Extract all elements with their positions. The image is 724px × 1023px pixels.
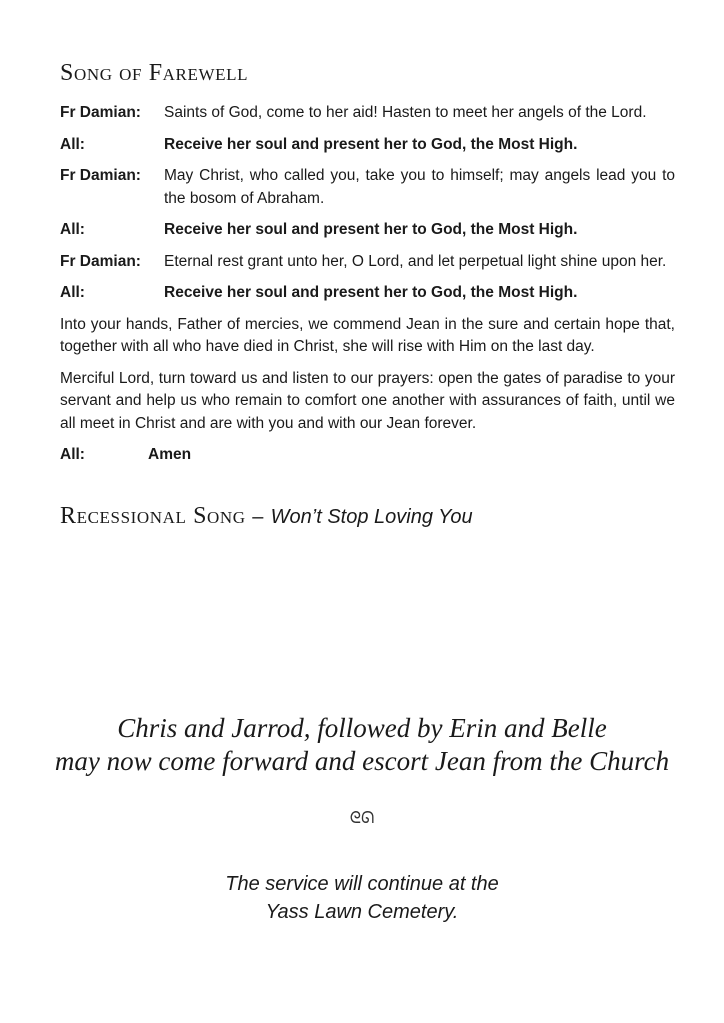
response-text: Receive her soul and present her to God, the Most High.: [164, 221, 578, 238]
ornament-divider-icon: ᘓᘏ: [349, 808, 375, 827]
escort-line-2: may now come forward and escort Jean from the Church: [54, 746, 670, 776]
amen-text: Amen: [148, 446, 192, 463]
closing-line-2: Yass Lawn Cemetery.: [265, 901, 459, 923]
speaker-label: Fr Damian:: [60, 167, 141, 184]
title-dash: –: [252, 505, 265, 528]
escort-instruction: [0, 712, 724, 778]
dialogue-row: [60, 282, 675, 305]
prayer-paragraph: Merciful Lord, turn toward us and listen to our prayers: open the gates of paradise to your servant and help us who remain to comfort one another with assurances of faith, until we all meet in Christ and are with you and with our Jean forever.: [60, 369, 675, 432]
speaker-label: All:: [60, 284, 85, 301]
speaker-label: All:: [60, 446, 85, 463]
dialogue-row: [60, 102, 675, 125]
dialogue-row: [60, 219, 675, 242]
recessional-song-name: Won’t Stop Loving You: [270, 505, 473, 528]
order-of-service-content: [60, 58, 675, 546]
dialogue-text: May Christ, who called you, take you to himself; may angels lead you to the bosom of Abraham.: [164, 167, 675, 207]
speaker-label: Fr Damian:: [60, 104, 141, 121]
response-text: Receive her soul and present her to God, the Most High.: [164, 284, 578, 301]
recessional-title: Recessional Song: [60, 502, 246, 529]
song-of-farewell-heading: [60, 58, 675, 88]
dialogue-text: Saints of God, come to her aid! Hasten to meet her angels of the Lord.: [164, 104, 647, 121]
song-of-farewell-title: Song of Farewell: [60, 60, 249, 86]
dialogue-row: [60, 251, 675, 274]
amen-row: [60, 444, 675, 467]
recessional-heading: [60, 501, 675, 532]
commendation-paragraph: Into your hands, Father of mercies, we commend Jean in the sure and certain hope that, together with all who have died in Christ, she will rise with Him on the last day.: [60, 315, 675, 355]
dialogue-row: [60, 165, 675, 210]
dialogue-row: [60, 134, 675, 157]
speaker-label: Fr Damian:: [60, 252, 141, 270]
escort-line-1: Chris and Jarrod, followed by Erin and Belle: [117, 713, 607, 743]
dialogue-text: Eternal rest grant unto her, O Lord, and let perpetual light shine upon her.: [164, 252, 667, 270]
response-text: Receive her soul and present her to God, the Most High.: [164, 135, 578, 153]
closing-note: [0, 870, 724, 926]
closing-line-1: The service will continue at the: [225, 873, 499, 895]
speaker-label: All:: [60, 135, 85, 153]
speaker-label: All:: [60, 221, 85, 238]
